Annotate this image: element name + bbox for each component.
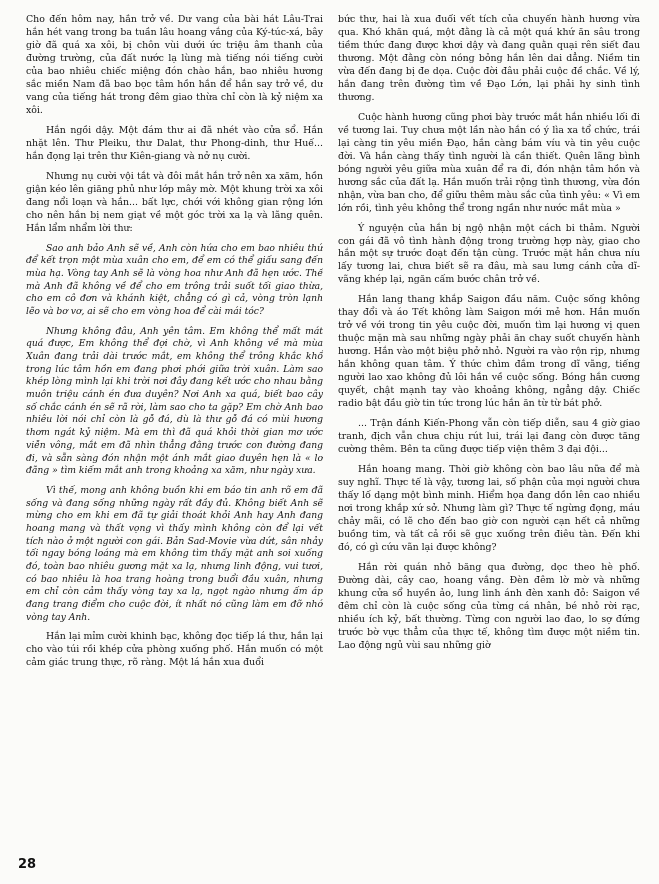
paragraph: Hắn lại mỉm cười khinh bạc, không đọc tiếp lá thư, hắn lại cho vào túi rồi khép cửa phòng xuống phố. Hắn muốn có một cảm giác trung thực, rõ ràng. Một lá hắn xua đuổi [26,631,323,669]
letter-paragraph: Sao anh bảo Anh sẽ về, Anh còn hứa cho em bao nhiêu thứ để kết trọn một mùa xuân cho em, để em có thể giấu sang đến mùa hạ. Vòng tay Anh sẽ là vòng hoa như Anh đã hẹn ước. Thế mà Anh đã không về để cho em trông trải suốt tối giao thừa, cho em cô đơn và khánh kiệt, chẳng có gì cả, vòng tròn lạnh lẽo và bơ vơ, ai sẽ cho em vòng hoa để cài mái tóc? [26,242,323,317]
page-number: 28 [18,857,37,872]
paragraph: bức thư, hai là xua đuổi vết tích của chuyến hành hương vừa qua. Khó khăn quá, một đằng là cả một quá khứ ăn sâu trong tiềm thức đang được khơi dậy và đang quằn quại rên siết đau thương. Một đằng còn nóng bỏng hắn lên dai dẳng. Niềm tin vừa đến đang bị đe dọa. Cuộc đời đâu phải cuộc đề chắc. Về lý, hắn đang trên đường tìm về Đạo Lớn, lại phải hy sinh tình thương. [338,14,640,103]
paragraph: Cuộc hành hương cũng phơi bày trước mắt hắn nhiều lối đi về tương lai. Tuy chưa một lần nào hắn có ý lìa xa tổ chức, trái lại càng tin yêu miền Đạo, hắn càng bám víu và tin yêu cuộc đời. Và hắn càng thấy tình người là cần thiết. Quên lãng bình bóng người yêu giữa mùa xuân để ra đi, đón nhận tâm hồn và hương sắc của đất lạ. Hắn muốn trải rộng tình thương, vừa đón nhận, vừa ban cho, để giữu thêm màu sắc của tình yêu: « Vì em lớn rồi, tình yêu không thể trong ngần như nước mắt mùa » [338,111,640,214]
paragraph: Hắn rời quán nhỏ băng qua đường, dọc theo hè phố. Đường dài, cây cao, hoang vắng. Đèn đêm lờ mờ và những khung cửa sổ huyền ảo, lung linh ánh đèn xanh đỏ: Saigon về đêm chỉ còn là cuộc sống của từng cá nhân, bé nhỏ rời rạc, nhiều ích kỷ, bất thường. Từng con người lao đao, lo sợ đứng trước bờ vực thẳm của thực tế, không tìm được một niềm tin. Lao động ngủ vùi sau những giờ [338,561,640,651]
paragraph: Hắn hoang mang. Thời giờ không còn bao lâu nữa để mà suy nghĩ. Thực tế là vậy, tương lai, số phận của mọi người chưa thấy lố dạng một bình minh. Hiểm họa đang dồn lên cao nhiều nơi trong khắp xứ sở. Nhưng làm gì? Thực tế ngừng đọng, máu chảy mãi, có lẽ cho đến bao giờ con người cạn hết cả những buồng tim, và tất cả rồi sẽ gục xuống trên điêu tàn. Đến khi đó, có gì cứu vãn lại được không? [338,464,640,553]
paragraph: Hắn lang thang khắp Saigon đầu năm. Cuộc sống không thay đổi và áo Tết không làm Saigon mới mẻ hơn. Hắn muốn trở về với trong tin yêu cuộc đời, muốn tìm lại hương vị quen thuộc mặn mà sau những ngày phải ăn chay suốt chuyến hành hương. Hắn vào một biệu phở nhỏ. Người ra vào rộn rịp, nhưng hắn không quan tâm. Ý thức chìm đắm trong dĩ vãng, tiếng người lao xao không đủ lôi hắn về cuộc sống. Bóng hắn cương quyết, chật mạnh tay vào khoảng không, ngẳng dậy. Chiếc radio bật đầu giờ tin tức trong lúc hắn ăn từ từ bát phở. [338,294,640,410]
paragraph: Ý nguyện của hắn bị ngộ nhận một cách bi thảm. Người con gái đã vô tình hành động trong trường hợp này, giao cho hắn một sự trước đoạt đến tận cùng. Trước mặt hắn chưa níu lấy tương lai, chưa biết sẽ ra đâu, mà sau lưng cánh cửa dĩ-vãng khép lại, ngăn cấm bước chân trở về. [338,222,640,286]
paragraph: Cho đến hôm nay, hắn trở về. Dư vang của bài hát Lâu-Trai hắn hét vang trong ba tuần lâu hoang vắng của Ký-túc-xá, bây giờ đã quá xa xôi, bị chôn vùi dưới ức triệu âm thanh của đường trường, của đất nước lạ lùng mà tiếng nói tiếng cười của bao nhiêu chiếc miệng đón chào hắn, bao nhiêu hương sắc miền Nam đã bao bọc tâm hồn hắn để hắn say trở về, dư vang của tiếng hát trong đêm giao thừa chỉ còn là kỷ niệm xa xôi. [26,14,323,116]
paragraph: Hắn ngồi dậy. Một đám thư ai đã nhét vào cửa sổ. Hắn nhặt lên. Thư Pleiku, thư Dalat, thư Phong-dinh, thư Huế... hắn đọng lại trên thư Kiên-giang và nở nụ cười. [26,124,323,162]
right-column [338,14,640,850]
left-column [26,14,323,850]
paragraph: ... Trận đánh Kiến-Phong vẫn còn tiếp diễn, sau 4 giờ giao tranh, địch vẫn chưa chịu rút lui, trái lại đang còn được tăng cường thêm. Bên ta cũng được tiếp viện thêm 3 đại đội... [338,418,640,456]
letter-paragraph: Nhưng không đâu, Anh yên tâm. Em không thể mất mát quá được, Em không thể đợi chờ, vì Anh không về mà mùa Xuân đang trải dài trước mắt, em không thể trông khắc khổ trong lúc tâm hồn em đang phơi phới giữa trời xuân. Làm sao khép lòng mình lại khi trời nơi đây đang kết ước cho nhau bằng muôn triệu cánh én đưa duyên? Nơi Anh xa quá, biết bao cây số chắc cánh én sẽ rã rời, làm sao cho ta gặp? Em chờ Anh bao nhiêu lời nói chỉ còn là gỗ đá, dù là thư gỗ đá có mùi hương thơm ngát kỷ niệm. Mà em thì đã quá khỏi thời gian mơ ước viễn vông, mắt em đã nhìn thẳng đằng trước con đường đang đi, và sẵn sàng đón nhận một ánh mắt giao duyên hẹn là « lơ đãng » tìm kiếm mắt anh trong khoảng xa xăm, như ngày xưa. [26,325,323,477]
paragraph: Nhưng nụ cười vội tắt và đôi mắt hắn trở nên xa xăm, hồn giận kéo lên giăng phủ như lớp mây mờ. Một khung trời xa xôi đang nổi loạn và hắn... bất lực, chới với không gian rộng lớn cho nên hắn bị nem giạt về một góc trời xa lạ và lãng quên. Hắn lẩm nhẩm lời thư: [26,170,323,234]
letter-paragraph: Vì thế, mong anh không buồn khi em báo tin anh rõ em đã sống và đang sống những ngày rất đầy đủ. Không biết Anh sẽ mừng cho em khi em đã tự giải thoát khỏi Anh hay Anh đang hoang mang và thất vọng vì thấy mình không còn để lại vết tích nào ở một người con gái. Bản Sad-Movie vừa dứt, sân nhảy tối ngay bóng loáng mà em không tìm thấy mặt anh soi xuống đó, toàn bao nhiêu gương mặt xa lạ, nhưng linh động, vui tươi, có bao nhiêu là hoa trang hoàng trong buổi đầu xuân, nhưng em chỉ còn cảm thấy vòng tay xa lạ, ngọt ngào nhưng ấm áp đang trang điểm cho cuộc đời, ít nhất nó cũng làm em đỡ nhớ vòng tay Anh. [26,484,323,623]
